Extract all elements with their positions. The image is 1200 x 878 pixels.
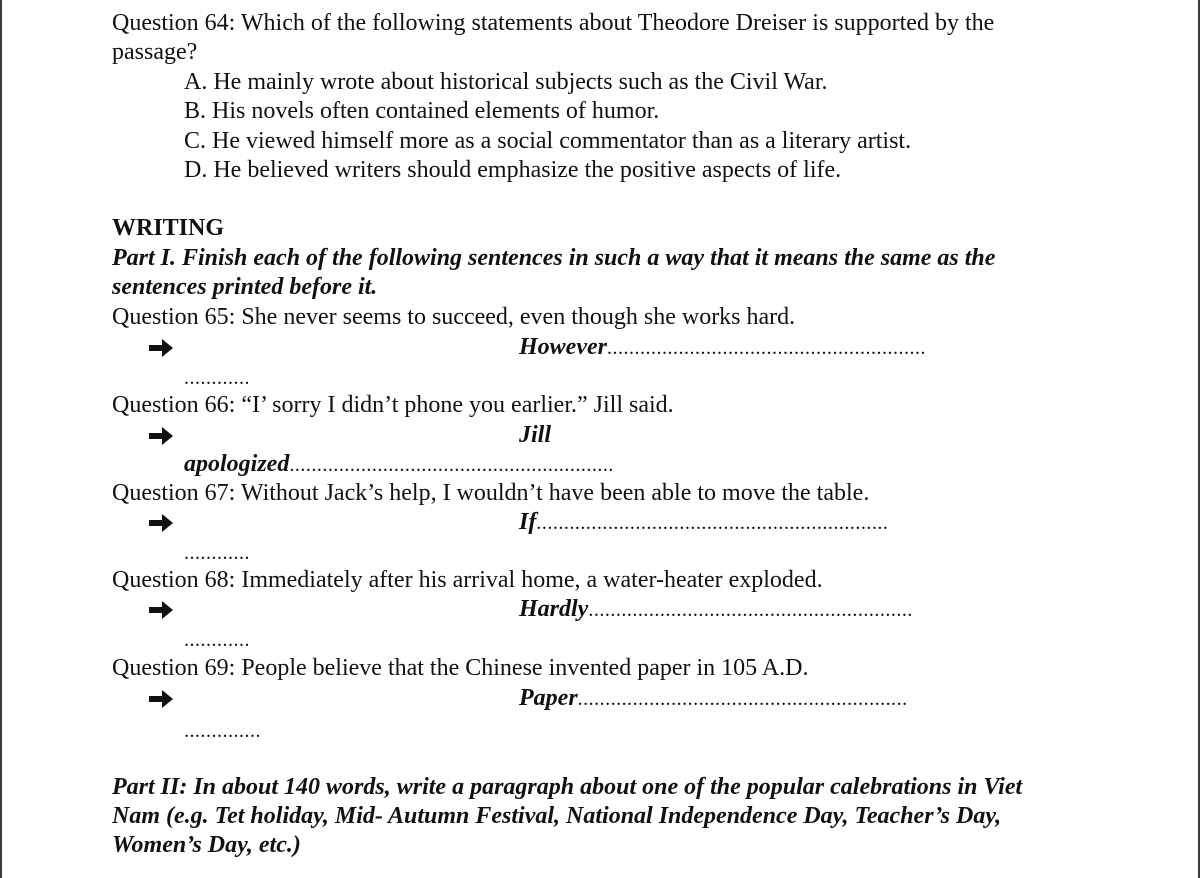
- starter-jill: Jill: [519, 422, 552, 448]
- question-66-text: Question 66: “I’ sorry I didn’t phone you earlier.” Jill said.: [112, 392, 674, 418]
- answer-line-67: [519, 508, 888, 537]
- answer-line-66: [184, 450, 614, 479]
- question-69-text: Question 69: People believe that the Chinese invented paper in 105 A.D.: [112, 655, 809, 681]
- right-arrow-icon: [147, 687, 175, 711]
- writing-heading: WRITING: [112, 215, 225, 241]
- starter-if: If: [519, 509, 537, 535]
- part2-instruction-line1: Part II: In about 140 words, write a paragraph about one of the popular calebrations in Viet: [112, 774, 1023, 800]
- answer-dots-68a: ...........................................................: [588, 599, 913, 621]
- option-a: A. He mainly wrote about historical subjects such as the Civil War.: [184, 69, 828, 95]
- answer-dots-69a: ............................................................: [577, 688, 908, 710]
- answer-dots-65b: ............: [184, 367, 250, 389]
- question-68-text: Question 68: Immediately after his arrival home, a water-heater exploded.: [112, 567, 823, 593]
- question-64-stem-line1: Question 64: Which of the following statements about Theodore Dreiser is supported by the: [112, 10, 995, 36]
- right-arrow-icon: [147, 424, 175, 448]
- part2-instruction-line2: Nam (e.g. Tet holiday, Mid- Autumn Festival, National Independence Day, Teacher’s Day,: [112, 803, 1002, 829]
- starter-hardly: Hardly: [519, 596, 589, 622]
- right-arrow-icon: [147, 598, 175, 622]
- answer-line-69: [519, 684, 908, 713]
- answer-dots-67a: ................................................................: [536, 512, 889, 534]
- question-64-stem-line2: passage?: [112, 39, 198, 65]
- answer-dots-69b: ..............: [184, 720, 261, 742]
- answer-dots-66: ...........................................................: [289, 454, 614, 476]
- part2-instruction-line3: Women’s Day, etc.): [112, 832, 301, 858]
- question-67-text: Question 67: Without Jack’s help, I wouldn’t have been able to move the table.: [112, 480, 870, 506]
- part1-instruction-line2: sentences printed before it.: [112, 274, 378, 300]
- right-arrow-icon: [147, 336, 175, 360]
- option-b: B. His novels often contained elements of humor.: [184, 98, 660, 124]
- question-65-text: Question 65: She never seems to succeed, even though she works hard.: [112, 304, 796, 330]
- answer-line-65: [519, 333, 926, 362]
- right-arrow-icon: [147, 511, 175, 535]
- answer-line-68: [519, 595, 913, 624]
- option-d: D. He believed writers should emphasize the positive aspects of life.: [184, 157, 842, 183]
- page-left-border: [0, 0, 2, 878]
- starter-however: However: [519, 334, 607, 360]
- answer-dots-68b: ............: [184, 629, 250, 651]
- starter-paper: Paper: [519, 685, 578, 711]
- option-c: C. He viewed himself more as a social commentator than as a literary artist.: [184, 128, 912, 154]
- starter-apologized: apologized: [184, 451, 290, 477]
- answer-dots-67b: ............: [184, 542, 250, 564]
- answer-dots-65a: ..........................................................: [606, 337, 926, 359]
- part1-instruction-line1: Part I. Finish each of the following sentences in such a way that it means the same as the: [112, 245, 996, 271]
